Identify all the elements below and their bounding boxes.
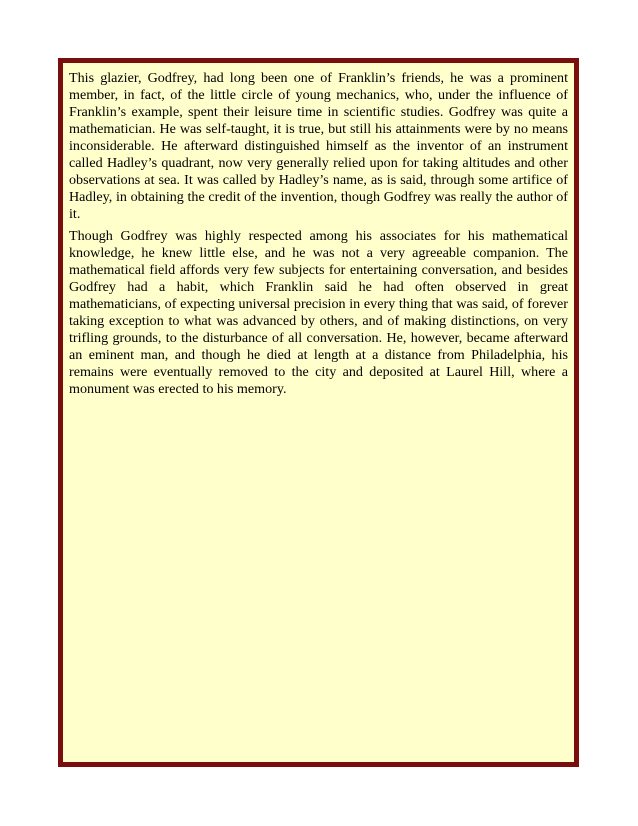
paragraph-godfrey-character: Though Godfrey was highly respected among his associates for his mathematical knowledge, he knew little else, and he was not a very agreeable companion. The mathematical field affords very few subjects for entertaining conversation, and besides Godfrey had a habit, which Franklin said he had often observed in great mathematicians, of expecting universal precision in every thing that was said, of forever taking exception to what was advanced by others, and of making distinctions, on very trifling grounds, to the disturbance of all conversation. He, however, became afterward an eminent man, and though he died at length at a distance from Philadelphia, his remains were eventually removed to the city and deposited at Laurel Hill, where a monument was erected to his memory. [69,228,568,397]
bordered-text-box [58,58,579,767]
paragraph-godfrey-intro: This glazier, Godfrey, had long been one of Franklin’s friends, he was a prominent member, in fact, of the little circle of young mechanics, who, under the influence of Franklin’s example, spent their leisure time in scientific studies. Godfrey was quite a mathematician. He was self-taught, it is true, but still his attainments were by no means inconsiderable. He afterward distinguished himself as the inventor of an instrument called Hadley’s quadrant, now very generally relied upon for taking altitudes and other observations at sea. It was called by Hadley’s name, as is said, through some artifice of Hadley, in obtaining the credit of the invention, though Godfrey was really the author of it. [69,70,568,222]
body-text [69,70,568,398]
